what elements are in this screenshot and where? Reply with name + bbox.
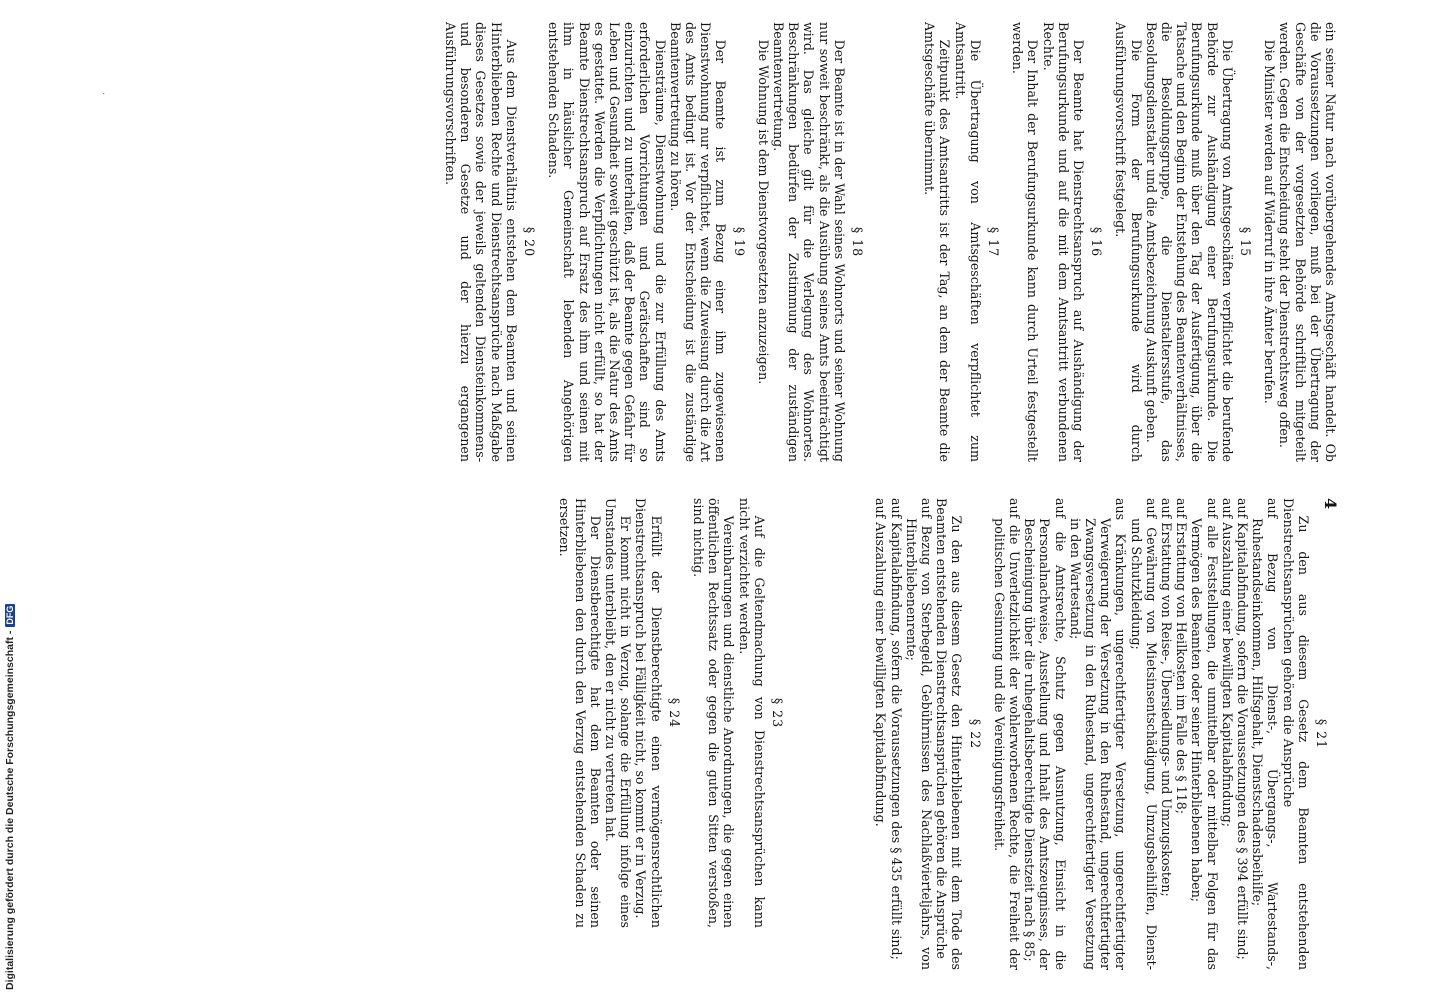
paragraph: Die Form der Berufungsurkunde wird durch Ausführungsvorschrift festgelegt. xyxy=(1113,22,1144,462)
section-heading-20: § 20 xyxy=(521,226,537,258)
list-item: auf Erstattung von Heilkosten im Falle des § 118; xyxy=(1174,498,1190,814)
list-item: auf Auszahlung einer bewilligten Kapitalabfindung. xyxy=(873,498,889,827)
paragraph: Der Inhalt der Berufungsurkunde kann durch Urteil festgestellt werden. xyxy=(1010,22,1041,462)
scan-speck: · xyxy=(97,92,108,96)
list-item: auf Kapitalabfindung, sofern die Voraussetzungen des § 435 erfüllt sind; xyxy=(888,498,904,960)
list-item: auf Gewährung von Mietsinsentschädigung, Umzugsbeihilfen, Dienst- und Schutzkleidung; xyxy=(1128,498,1159,970)
page-number: 4 xyxy=(1321,498,1340,510)
section-heading-22: § 22 xyxy=(967,718,983,750)
section-heading-23: § 23 xyxy=(770,697,785,729)
paragraph: Die Übertragung von Amtsgeschäften verpflichtet die berufende Behörde zur Aushändigung einer Berufungsurkunde. Die Berufungsurkunde muß über den Tag der Ausfertigung, über die Tatsache und den Beginn der Entstehung des Beamtenverhältnisses, die Besoldungsgruppe, die Dienstaltersstufe, das Besoldungsdienstalter und die Amtsbezeichnung Auskunft geben. xyxy=(1143,22,1235,462)
list-item: aus Kränkungen, ungerechtfertigter Versetzung, ungerechtfertigter Verweigerung der Versetzung in den Ruhestand, ungerechtfertigter Zwangsversetzung in den Ruhestand, ungerechtfertigter Versetzung in den Wartestand; xyxy=(1067,498,1129,970)
left-page-column-lower xyxy=(443,22,874,462)
paragraph: Der Dienstberechtigte hat dem Beamten oder seinen Hinterbliebenen den durch den Verzug entstehenden Schaden zu ersetzen. xyxy=(557,498,603,928)
dfg-logo: DFG xyxy=(5,605,15,625)
paragraph: Er kommt nicht in Verzug, solange die Erfüllung infolge eines Umstandes unterbleibt, den er nicht zu vertreten hat. xyxy=(602,498,634,928)
footer-text: Digitalisierung gefördert durch die Deutsche Forschungsgemeinschaft - xyxy=(4,630,16,990)
section-heading-18: § 18 xyxy=(850,226,865,258)
paragraph: Erfüllt der Dienstberechtigte einen vermögensrechtlichen Dienstrechtsanspruch bei Fälligkeit nicht, so kommt er in Verzug. xyxy=(633,498,664,928)
list-item: auf die Amtsrechte, Schutz gegen Ausnutzung, Einsicht in die Personalnachweise, Ausstellung und Inhalt des Amtszeugnisses, der Bescheinigung über die ruhegehaltsberechtigte Dienstzeit nach § 85; xyxy=(1022,498,1068,970)
paragraph: Der Beamte ist zum Bezug einer ihm zugewiesenen Dienstwohnung nur verpflichtet, wenn die Zuweisung durch die Art des Amts bedingt ist. Vor der Entscheidung ist die zuständige Beamtenvertretung zu hören. xyxy=(667,22,729,462)
paragraph: Zeitpunkt des Amtsantritts ist der Tag, an dem der Beamte die Amtsgeschäfte übernimmt. xyxy=(922,22,953,462)
section-heading-16: § 16 xyxy=(1089,226,1105,258)
paragraph: Der Beamte ist in der Wahl seines Wohnorts und seiner Wohnung nur soweit beschränkt, als die Ausübung seines Amts beeinträchtigt wird. Das gleiche gilt für die Verlegung des Wohnortes. Beschränkungen bedürfen der Zustimmung der zuständigen Beamtenvertretung. xyxy=(770,22,847,462)
section-heading-15: § 15 xyxy=(1237,226,1253,258)
section-heading-17: § 17 xyxy=(985,226,1001,258)
paragraph: Die Übertragung von Amtsgeschäften verpflichtet zum Amtsantritt. xyxy=(952,22,983,462)
right-page-column-lower xyxy=(557,498,794,928)
section-heading-24: § 24 xyxy=(666,697,682,729)
paragraph: Aus dem Dienstverhältnis entstehen dem Beamten und seinen Hinterbliebenen Rechte und Dienstrechtsansprüche nach Maßgabe dieses Gesetzes sowie der jeweils geltenden Diensteinkommens- und besonderen Gesetze und der hierzu ergangenen Ausführungsvorschriften. xyxy=(442,22,519,462)
paragraph: Zu den aus diesem Gesetz dem Beamten entstehenden Dienstrechtsansprüchen gehören die Ansprüche xyxy=(1280,498,1311,970)
paragraph: Auf die Geltendmachung von Dienstrechtsansprüchen kann nicht verzichtet werden. xyxy=(736,498,767,928)
list-item: auf Bezug von Sterbegeld, Gebührnissen des Nachlaßvierteljahrs, von Hinterbliebenenrente; xyxy=(903,498,934,970)
list-item: auf Kapitalabfindung, sofern die Voraussetzungen des § 394 erfüllt sind; xyxy=(1234,498,1250,960)
left-page-column-upper xyxy=(922,22,1338,462)
paragraph: ein seiner Natur nach vorübergehendes Amtsgeschäft handelt. Ob die Voraussetzungen vorliegen, muß bei der Übertragung der Geschäfte von der vorgesetzten Behörde schriftlich mitgeteilt werden. Gegen die Entscheidung steht der Dienstrechtsweg offen. xyxy=(1277,22,1338,462)
section-heading-19: § 19 xyxy=(731,226,747,258)
list-item: auf die Unverletzlichkeit der wohlerworbenen Rechte, die Freiheit der politischen Gesinnung und die Vereinigungsfreiheit. xyxy=(991,498,1022,970)
list-item: auf Erstattung von Reise-, Übersiedlungs- und Umzugskosten; xyxy=(1158,498,1174,897)
paragraph: Der Beamte hat Dienstrechtsanspruch auf Aushändigung der Berufungsurkunde und auf die mit dem Amtsantritt verbundenen Rechte. xyxy=(1040,22,1086,462)
paragraph: Diensträume, Dienstwohnung und die zur Erfüllung des Amts erforderlichen Vorrichtungen und Gerätschaften sind so einzurichten und zu unterhalten, daß der Beamte gegen Gefahr für Leben und Gesundheit soweit geschützt ist, als die Natur des Amts es gestattet. Werden die Verpflichtungen nicht erfüllt, so hat der Beamte Dienstrechtsanspruch auf Ersatz des ihm und seinen mit ihm in häuslicher Gemeinschaft lebenden Angehörigen entstehenden Schadens. xyxy=(546,22,668,462)
paragraph: Zu den aus diesem Gesetz den Hinterbliebenen mit dem Tode des Beamten entstehenden Dienstrechtsansprüchen gehören die Ansprüche xyxy=(934,498,965,970)
paragraph: Vereinbarungen und dienstliche Anordnungen, die gegen einen öffentlichen Rechtssatz oder gegen die guten Sitten verstoßen, sind nichtig. xyxy=(690,498,737,928)
digitization-footer xyxy=(0,0,18,990)
right-page-column xyxy=(873,498,1338,970)
list-item: auf Auszahlung einer bewilligten Kapitalabfindung; xyxy=(1219,498,1235,827)
paragraph: Die Wohnung ist dem Dienstvorgesetzten anzuzeigen. xyxy=(755,39,771,385)
list-item: auf alle Feststellungen, die unmittelbar oder mittelbar Folgen für das Vermögen des Beamten oder seiner Hinterbliebenen haben; xyxy=(1189,498,1220,970)
section-heading-21: § 21 xyxy=(1314,718,1329,750)
list-item: auf Bezug von Dienst-, Übergangs-, Wartestands-, Ruhestandseinkommen, Hilfsgehalt, Dienstschadensbeihilfe; xyxy=(1250,498,1281,970)
claims-list-21 xyxy=(992,498,1281,970)
paragraph: Die Minister werden auf Widerruf in ihre Ämter berufen. xyxy=(1262,39,1278,404)
